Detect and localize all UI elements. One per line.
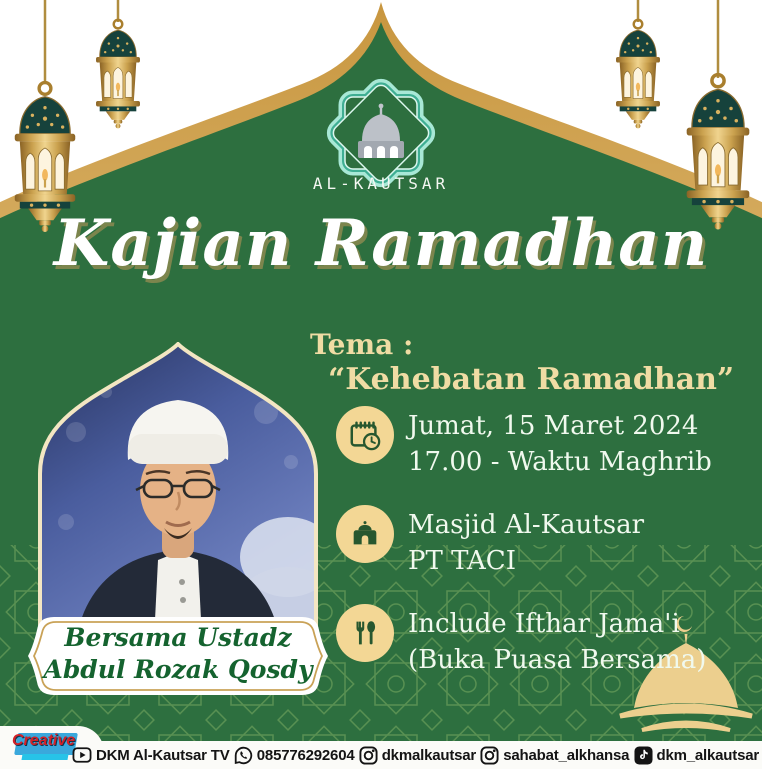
mosque-star-logo-icon: [330, 82, 432, 184]
event-iftar-note: (Buka Puasa Bersama): [408, 645, 707, 675]
speaker-intro: Bersama Ustadz: [64, 623, 292, 652]
footer-item-youtube: [72, 746, 230, 764]
event-details: [336, 406, 756, 703]
footer-label: dkmalkautsar: [381, 746, 477, 764]
event-iftar: Include Ifthar Jama'i: [408, 609, 680, 639]
creative-logo-text: Creative: [12, 732, 76, 749]
footer-label: sahabat_alkhansa: [503, 746, 630, 764]
instagram-icon: [359, 746, 378, 765]
speaker-photo: [36, 342, 320, 640]
detail-row-location: [336, 505, 756, 579]
footer-social-list: [72, 741, 759, 769]
creative-logo-strip: [21, 754, 68, 760]
footer-label: DKM Al-Kautsar TV: [96, 746, 230, 764]
footer-label: dkm_alkautsar: [656, 746, 759, 764]
detail-row-datetime: [336, 406, 756, 480]
fork-spoon-icon: [336, 604, 394, 662]
whatsapp-icon: [234, 746, 253, 765]
footer-item-instagram-2: [480, 746, 629, 765]
theme-label: Tema :: [310, 328, 414, 361]
detail-row-iftar: [336, 604, 756, 678]
event-date: Jumat, 15 Maret 2024: [408, 411, 699, 441]
calendar-clock-icon: [336, 406, 394, 464]
youtube-icon: [72, 746, 92, 764]
brand-name: AL-KAUTSAR: [312, 174, 450, 193]
instagram-icon: [480, 746, 499, 765]
event-time: 17.00 - Waktu Maghrib: [408, 447, 712, 477]
footer-item-whatsapp: [234, 746, 355, 765]
footer-item-tiktok: [634, 746, 759, 765]
event-venue-company: PT TACI: [408, 546, 516, 576]
mosque-icon: [336, 505, 394, 563]
event-venue: Masjid Al-Kautsar: [408, 510, 645, 540]
speaker-name: Abdul Rozak Qosdy: [43, 655, 313, 684]
poster-title: Kajian Ramadhan: [53, 206, 709, 281]
theme-value: “Kehebatan Ramadhan”: [328, 362, 735, 397]
tiktok-icon: [634, 746, 653, 765]
footer-label: 085776292604: [256, 746, 355, 764]
footer-item-instagram-1: [359, 746, 476, 765]
